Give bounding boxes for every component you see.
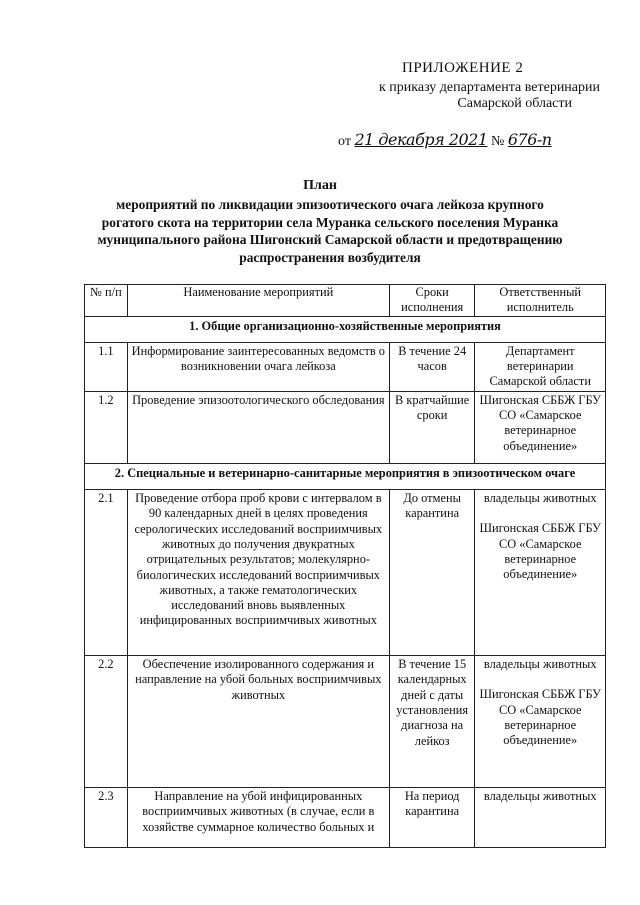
order-number: 676-п [507, 130, 552, 149]
appendix-subtitle: к приказу департамента ветеринарии [378, 80, 600, 95]
section-title: 2. Специальные и ветеринарно-санитарные мероприятия в эпизоотическом очаге [85, 463, 606, 489]
row-term: В течение 15 календарных дней с даты установления диагноза на лейкоз [389, 656, 475, 788]
table-row [85, 342, 606, 391]
row-name: Направление на убой инфицированных восприимчивых животных (в случае, если в хозяйстве суммарное количество больных и [127, 788, 389, 848]
section-title: 1. Общие организационно-хозяйственные мероприятия [85, 316, 606, 342]
row-term: На период карантина [389, 788, 475, 848]
order-prefix: от [338, 134, 351, 149]
row-num: 1.2 [85, 391, 128, 463]
order-line [338, 130, 552, 150]
table-row [85, 788, 606, 848]
responsible-service: Шигонская СББЖ ГБУ СО «Самарское ветеринарное объединение» [479, 687, 601, 748]
row-term: В течение 24 часов [389, 342, 475, 391]
section-row [85, 463, 606, 489]
section-row [85, 316, 606, 342]
table-row [85, 656, 606, 788]
appendix-title: ПРИЛОЖЕНИЕ 2 [402, 60, 524, 76]
row-num: 2.1 [85, 490, 128, 656]
table-row [85, 391, 606, 463]
row-num: 2.2 [85, 656, 128, 788]
row-num: 2.3 [85, 788, 128, 848]
row-responsible: владельцы животных [475, 788, 606, 848]
order-number-label: № [491, 134, 505, 149]
plan-title: План [303, 178, 337, 193]
measures-table [84, 284, 606, 848]
appendix-region: Самарской области [457, 96, 572, 111]
responsible-owners: владельцы животных [483, 657, 597, 672]
row-name: Информирование заинтересованных ведомств о возникновении очага лейкоза [127, 342, 389, 391]
row-responsible: Департамент ветеринарии Самарской области [475, 342, 606, 391]
row-term: До отмены карантина [389, 490, 475, 656]
header-term: Сроки исполнения [389, 285, 475, 317]
order-date: 21 декабря 2021 [354, 130, 488, 149]
header-num: № п/п [85, 285, 128, 317]
row-name: Проведение эпизоотологического обследования [127, 391, 389, 463]
row-name: Проведение отбора проб крови с интервалом в 90 календарных дней в целях проведения серологических исследований восприимчивых животных до получения двукратных отрицательных результатов; молекулярно-биологических исследований восприимчивых животных, а также гематологических исследований вновь выявленных инфицированных восприимчивых животных [127, 490, 389, 656]
row-name: Обеспечение изолированного содержания и направление на убой больных восприимчивых животных [127, 656, 389, 788]
header-name: Наименование мероприятий [127, 285, 389, 317]
row-term: В кратчайшие сроки [389, 391, 475, 463]
responsible-service: Шигонская СББЖ ГБУ СО «Самарское ветеринарное объединение» [479, 521, 601, 582]
plan-description: мероприятий по ликвидации эпизоотического очага лейкоза крупного рогатого скота на территории села Муранка сельского поселения Муранка муниципального района Шигонский Самарской области и предотвращению распространения возбудителя [97, 197, 563, 265]
table-header-row [85, 285, 606, 317]
row-responsible: Шигонская СББЖ ГБУ СО «Самарское ветеринарное объединение» [475, 391, 606, 463]
row-responsible [475, 656, 606, 788]
table-row [85, 490, 606, 656]
header-responsible: Ответственный исполнитель [475, 285, 606, 317]
row-num: 1.1 [85, 342, 128, 391]
responsible-owners: владельцы животных [483, 491, 597, 506]
row-responsible [475, 490, 606, 656]
